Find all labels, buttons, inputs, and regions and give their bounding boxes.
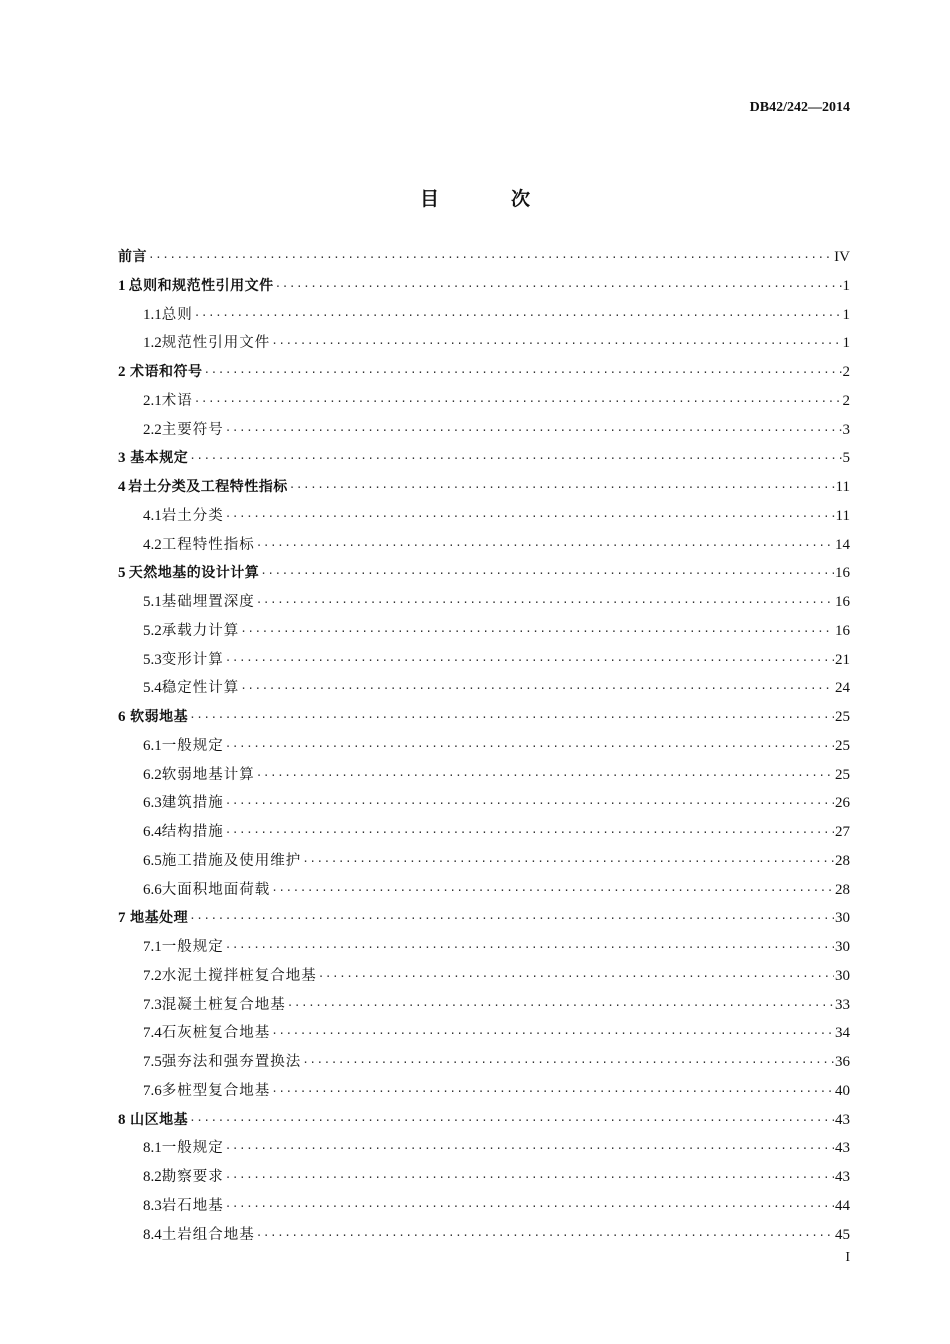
toc-entry-number: 7.6 (143, 1082, 162, 1099)
toc-entry[interactable] (118, 1077, 850, 1106)
toc-entry-label: 土岩组合地基 (161, 1226, 255, 1243)
toc-entry-label: 规范性引用文件 (161, 335, 271, 352)
toc-entry-page: 25 (835, 737, 850, 754)
toc-entry-page: 40 (835, 1082, 850, 1099)
toc-dot-leader (148, 244, 833, 273)
toc-entry-number: 7.5 (143, 1054, 162, 1070)
toc-entry[interactable] (118, 789, 850, 818)
toc-dot-leader (225, 1135, 834, 1164)
toc-entry-number: 4 (118, 479, 126, 495)
toc-entry-label: 多桩型复合地基 (161, 1082, 271, 1099)
toc-entry-number: 8.3 (143, 1197, 162, 1214)
toc-entry[interactable] (118, 1163, 850, 1192)
toc-entry-number: 7 (118, 910, 126, 927)
toc-entry-label: 术语和符号 (130, 364, 203, 380)
toc-entry-label: 基本规定 (130, 450, 189, 467)
toc-entry-number: 5.1 (143, 594, 162, 610)
toc-entry-number: 6.3 (143, 795, 162, 812)
toc-entry-number: 4.1 (143, 507, 162, 524)
toc-dot-leader (318, 963, 834, 992)
toc-entry[interactable] (118, 646, 850, 675)
toc-dot-leader (194, 302, 842, 331)
toc-entry-page: 16 (835, 594, 850, 610)
toc-entry[interactable] (118, 847, 850, 876)
toc-entry[interactable] (118, 1048, 850, 1077)
toc-dot-leader (225, 1164, 834, 1193)
toc-dot-leader (189, 704, 834, 733)
toc-entry-label: 软弱地基计算 (161, 766, 255, 783)
toc-entry-label: 术语 (161, 392, 193, 409)
toc-entry-label: 施工措施及使用维护 (161, 852, 302, 869)
toc-entry[interactable] (118, 387, 850, 416)
toc-entry-page: 1 (842, 335, 850, 352)
toc-entry-page: 33 (835, 996, 850, 1013)
toc-title (0, 184, 950, 211)
toc-entry-label: 软弱地基 (130, 709, 189, 725)
toc-entry-page: 36 (835, 1054, 850, 1070)
toc-entry-page: 3 (842, 421, 850, 438)
toc-dot-leader (204, 359, 842, 388)
toc-entry-page: 30 (835, 910, 850, 927)
toc-entry[interactable] (118, 933, 850, 962)
toc-entry[interactable] (118, 1019, 850, 1048)
toc-dot-leader (256, 532, 834, 561)
toc-entry[interactable] (118, 991, 850, 1020)
toc-dot-leader (271, 330, 841, 359)
toc-dot-leader (194, 388, 842, 417)
toc-entry-label: 建筑措施 (161, 795, 224, 812)
toc-entry-label: 地基处理 (130, 910, 189, 927)
toc-entry[interactable] (118, 531, 850, 560)
toc-entry[interactable] (118, 358, 850, 387)
toc-entry-number: 2.1 (143, 392, 162, 409)
toc-entry-label: 岩土分类 (161, 507, 224, 524)
toc-entry-number: 6.6 (143, 881, 162, 898)
toc-entry-number: 6.5 (143, 852, 162, 869)
toc-entry-label: 一般规定 (161, 939, 224, 955)
toc-entry-page: 2 (842, 364, 850, 380)
toc-title-char-1: 目 (419, 188, 439, 210)
toc-entry[interactable] (118, 559, 850, 588)
toc-entry-number: 5.2 (143, 622, 162, 639)
toc-entry[interactable] (118, 962, 850, 991)
toc-entry[interactable] (118, 818, 850, 847)
toc-entry-page: 43 (835, 1111, 850, 1128)
toc-entry[interactable] (118, 1221, 850, 1250)
toc-entry[interactable] (118, 732, 850, 761)
toc-entry-page: 11 (835, 479, 850, 495)
toc-entry-label: 基础埋置深度 (161, 594, 255, 610)
toc-entry-page: 1 (842, 306, 850, 323)
toc-entry-page: IV (834, 249, 850, 265)
toc-dot-leader (275, 273, 842, 302)
toc-entry-page: 2 (842, 392, 850, 409)
toc-entry-number: 4.2 (143, 536, 162, 553)
page-number: I (845, 1250, 850, 1265)
toc-entry-number: 6.2 (143, 766, 162, 783)
toc-dot-leader (225, 934, 834, 963)
toc-entry-page: 25 (835, 709, 850, 725)
toc-entry-number: 1.1 (143, 306, 162, 323)
toc-entry-page: 1 (842, 277, 850, 294)
toc-entry[interactable] (118, 272, 850, 301)
toc-entry-number: 7.1 (143, 939, 162, 955)
toc-entry-label: 岩石地基 (161, 1197, 224, 1214)
toc-entry-number: 5 (118, 565, 126, 582)
toc-entry-label: 强夯法和强夯置换法 (161, 1054, 302, 1070)
toc-entry-page: 44 (835, 1197, 850, 1214)
toc-entry-page: 30 (835, 967, 850, 984)
toc-entry-number: 3 (118, 450, 126, 467)
toc-entry-label: 水泥土搅拌桩复合地基 (161, 967, 317, 984)
toc-entry-page: 24 (835, 680, 850, 697)
toc-title-char-2: 次 (511, 188, 531, 210)
toc-entry-page: 43 (835, 1169, 850, 1185)
toc-dot-leader (225, 733, 834, 762)
toc-dot-leader (287, 992, 834, 1021)
toc-entry-label: 山区地基 (130, 1111, 189, 1128)
toc-dot-leader (225, 647, 834, 676)
toc-dot-leader (225, 1193, 834, 1222)
toc-entry[interactable] (118, 1106, 850, 1135)
toc-entry-number: 8 (118, 1111, 126, 1128)
toc-dot-leader (225, 819, 834, 848)
toc-entry-number: 1.2 (143, 335, 162, 352)
toc-entry[interactable] (118, 329, 850, 358)
table-of-contents (118, 243, 850, 1249)
toc-entry-label: 天然地基的设计计算 (128, 565, 260, 582)
toc-entry-page: 27 (835, 824, 850, 840)
toc-entry[interactable] (118, 502, 850, 531)
toc-entry-label: 一般规定 (161, 737, 224, 754)
toc-entry-number: 7.3 (143, 996, 162, 1013)
toc-entry[interactable] (118, 904, 850, 933)
toc-entry-label: 结构措施 (161, 824, 224, 840)
toc-dot-leader (189, 445, 841, 474)
toc-entry-label: 一般规定 (161, 1140, 224, 1157)
toc-entry-page: 30 (835, 939, 850, 955)
toc-entry[interactable] (118, 703, 850, 732)
toc-dot-leader (271, 877, 834, 906)
toc-entry-label: 变形计算 (161, 651, 224, 668)
toc-entry-page: 28 (835, 881, 850, 898)
toc-dot-leader (302, 1049, 834, 1078)
toc-entry-label: 主要符号 (161, 421, 224, 438)
toc-entry[interactable] (118, 301, 850, 330)
toc-entry-number: 8.1 (143, 1140, 162, 1157)
toc-entry-number: 5.3 (143, 651, 162, 668)
toc-entry-page: 45 (835, 1226, 850, 1243)
toc-dot-leader (240, 618, 834, 647)
toc-entry-page: 25 (835, 766, 850, 783)
toc-entry-page: 16 (835, 622, 850, 639)
toc-entry-page: 28 (835, 852, 850, 869)
toc-entry-page: 43 (835, 1140, 850, 1157)
toc-entry[interactable] (118, 617, 850, 646)
toc-entry-number: 6.4 (143, 824, 162, 840)
toc-dot-leader (189, 1107, 834, 1136)
toc-entry-number: 8.2 (143, 1169, 162, 1185)
toc-entry[interactable] (118, 444, 850, 473)
toc-entry[interactable] (118, 1134, 850, 1163)
toc-dot-leader (302, 848, 834, 877)
toc-entry[interactable] (118, 876, 850, 905)
toc-entry-page: 14 (835, 536, 850, 553)
toc-dot-leader (271, 1078, 834, 1107)
toc-entry-label: 工程特性指标 (161, 536, 255, 553)
toc-dot-leader (256, 1222, 834, 1251)
toc-entry-number: 2.2 (143, 421, 162, 438)
toc-dot-leader (189, 905, 834, 934)
toc-dot-leader (225, 790, 834, 819)
toc-entry-label: 岩土分类及工程特性指标 (128, 479, 288, 495)
toc-entry-number: 8.4 (143, 1226, 162, 1243)
toc-dot-leader (271, 1020, 834, 1049)
document-code: DB42/242—2014 (749, 100, 850, 115)
toc-entry[interactable] (118, 473, 850, 502)
toc-dot-leader (256, 762, 834, 791)
toc-dot-leader (225, 503, 835, 532)
toc-entry[interactable] (118, 243, 850, 272)
toc-dot-leader (225, 417, 842, 446)
toc-entry-number: 1 (118, 277, 126, 294)
toc-entry[interactable] (118, 588, 850, 617)
toc-entry-label: 混凝土桩复合地基 (161, 996, 286, 1013)
toc-entry-page: 11 (835, 507, 850, 524)
toc-entry-number: 5.4 (143, 680, 162, 697)
toc-entry-number: 7.2 (143, 967, 162, 984)
toc-entry-number: 2 (118, 364, 126, 380)
toc-entry-number: 6.1 (143, 737, 162, 754)
toc-entry-page: 26 (835, 795, 850, 812)
toc-entry-page: 5 (842, 450, 850, 467)
toc-entry-label: 总则和规范性引用文件 (128, 277, 274, 294)
toc-dot-leader (256, 589, 834, 618)
toc-entry-label: 总则 (161, 306, 193, 323)
toc-entry[interactable] (118, 416, 850, 445)
toc-dot-leader (260, 560, 834, 589)
toc-entry-number: 7.4 (143, 1025, 162, 1042)
toc-entry[interactable] (118, 1192, 850, 1221)
toc-entry-page: 16 (835, 565, 850, 582)
toc-entry-label: 勘察要求 (161, 1169, 224, 1185)
toc-entry-label: 石灰桩复合地基 (161, 1025, 271, 1042)
toc-dot-leader (289, 474, 835, 503)
toc-entry[interactable] (118, 761, 850, 790)
toc-entry-page: 34 (835, 1025, 850, 1042)
toc-entry-label: 稳定性计算 (161, 680, 240, 697)
toc-entry-number: 6 (118, 709, 126, 725)
toc-dot-leader (240, 675, 834, 704)
toc-entry-label: 大面积地面荷载 (161, 881, 271, 898)
toc-entry[interactable] (118, 674, 850, 703)
toc-entry-page: 21 (835, 651, 850, 668)
toc-entry-label: 承载力计算 (161, 622, 240, 639)
toc-entry-label: 前言 (118, 249, 147, 265)
